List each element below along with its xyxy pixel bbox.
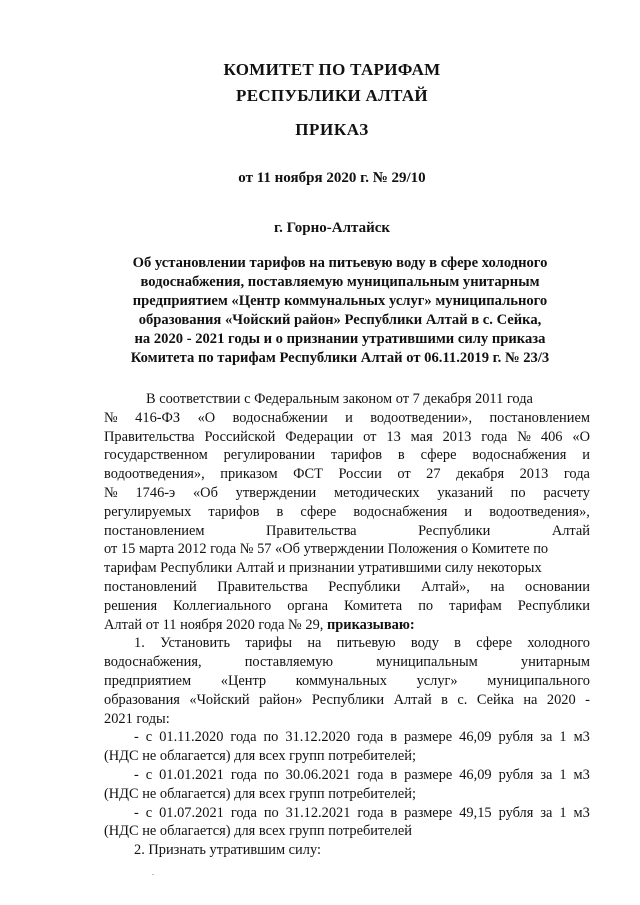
word: Сейка xyxy=(476,691,514,708)
word: размере xyxy=(404,804,453,821)
body-line xyxy=(104,484,590,503)
word: указаний xyxy=(437,484,493,501)
tariff-note: (НДС не облагается) для всех групп потребителей; xyxy=(104,748,416,765)
subject-line: Комитета по тарифам Республики Алтай от 06.11.2019 г. № 23/3 xyxy=(130,350,550,366)
word: в xyxy=(276,503,284,520)
word: года xyxy=(230,766,257,783)
word: В соответствии с Федеральным законом от 7 декабря 2011 года xyxy=(146,391,533,407)
word: 2020 xyxy=(546,691,576,708)
word: по xyxy=(510,484,526,501)
word: Правительства xyxy=(217,578,308,595)
word: Республики xyxy=(311,691,385,708)
word: район» xyxy=(259,691,303,708)
word: года xyxy=(357,804,384,821)
word: водоснабжении xyxy=(232,409,328,426)
word: и xyxy=(345,409,353,426)
word: года xyxy=(481,428,508,445)
word: 46,09 xyxy=(459,766,492,783)
word: воду xyxy=(410,635,439,652)
subject-line: на 2020 - 2021 годы и о признании утратившими силу приказа xyxy=(134,331,546,347)
word: с xyxy=(145,766,153,783)
word: тарифов xyxy=(208,503,260,520)
document-date-number: от 11 ноября 2020 г. № 29/10 xyxy=(238,170,426,186)
word: 2013 xyxy=(519,466,549,483)
word: Установить xyxy=(160,635,231,652)
word: России xyxy=(338,466,382,483)
word: расчету xyxy=(543,484,590,501)
word: мая xyxy=(410,428,433,445)
word: регулировании xyxy=(223,447,316,464)
subject-line: образования «Чойский район» Республики Алтай в с. Сейка, xyxy=(138,312,542,328)
word: года xyxy=(357,766,384,783)
body-line xyxy=(104,672,590,691)
word: размере xyxy=(404,766,453,783)
word: муниципальным xyxy=(376,654,478,671)
word: Алтай», xyxy=(420,578,470,595)
word: 01.11.2020 xyxy=(159,729,224,746)
document-city: г. Горно-Алтайск xyxy=(273,220,391,236)
document-subject xyxy=(100,254,580,368)
word: за xyxy=(540,766,553,783)
word: «О xyxy=(197,409,216,426)
word: 1 xyxy=(559,804,567,821)
word: м3 xyxy=(573,729,590,746)
body-line xyxy=(104,634,590,653)
word: услуг» xyxy=(416,672,458,689)
body-line: 2021 годы: xyxy=(104,710,170,727)
word: Республики xyxy=(328,578,401,595)
word: 1 xyxy=(559,729,567,746)
word: «Об xyxy=(192,484,218,501)
word: водоотведении», xyxy=(370,409,473,426)
scan-mark xyxy=(152,874,154,875)
word: Правительства xyxy=(104,428,195,445)
word: м3 xyxy=(573,766,590,783)
word: органа xyxy=(287,597,329,614)
word: м3 xyxy=(573,804,590,821)
word: «О xyxy=(572,428,590,445)
word: на xyxy=(490,578,505,595)
body-line xyxy=(104,428,590,447)
word: 1. xyxy=(134,635,145,652)
word: по xyxy=(263,804,279,821)
word: решения xyxy=(104,597,158,614)
word: в xyxy=(397,447,405,464)
word: ФСТ xyxy=(293,466,323,483)
word: водоотведения», xyxy=(104,466,205,483)
word: рубля xyxy=(498,729,534,746)
word: 406 xyxy=(540,428,563,445)
word: тарифам xyxy=(449,597,502,614)
word: Российской xyxy=(204,428,276,445)
word: методических xyxy=(333,484,420,501)
word: № xyxy=(104,484,118,501)
word: 1746-э xyxy=(135,484,176,501)
word: тарифам Республики Алтай и признании утратившими силу некоторых xyxy=(104,560,542,577)
word: от 15 марта 2012 года № 57 «Об утверждении Положения о Комитете по xyxy=(104,541,549,558)
word: сфере xyxy=(476,635,513,652)
word: «Центр xyxy=(220,672,267,689)
word: и xyxy=(582,447,590,464)
body-line xyxy=(104,522,590,541)
subject-line: предприятием «Центр коммунальных услуг» муниципального xyxy=(132,293,548,309)
word: 2013 xyxy=(442,428,472,445)
word: декабря xyxy=(456,466,505,483)
word: регулируемых xyxy=(104,503,192,520)
word: года xyxy=(230,804,257,821)
word: за xyxy=(540,729,553,746)
word: 30.06.2021 xyxy=(285,766,351,783)
word: образования xyxy=(104,691,180,708)
word: холодного xyxy=(527,635,590,652)
word: 01.07.2021 xyxy=(159,804,224,821)
word: по xyxy=(263,729,279,746)
word: поставляемую xyxy=(244,654,334,671)
word: - xyxy=(134,804,139,821)
word: в xyxy=(441,691,448,708)
body-line xyxy=(104,597,590,616)
word: 31.12.2020 xyxy=(285,729,351,746)
word: Алтай xyxy=(551,522,590,539)
word: - xyxy=(134,729,139,746)
subject-line: Об установлении тарифов на питьевую воду в сфере холодного xyxy=(132,255,548,271)
word: Коллегиального xyxy=(173,597,272,614)
word: государственном xyxy=(104,447,208,464)
word: с xyxy=(145,729,153,746)
word: 49,15 xyxy=(459,804,492,821)
word: в xyxy=(454,635,461,652)
word: на xyxy=(307,635,322,652)
body-line xyxy=(104,559,590,578)
word: тарифы xyxy=(245,635,293,652)
word: 01.01.2021 xyxy=(159,766,224,783)
body-line xyxy=(104,409,590,428)
word: 27 xyxy=(426,466,441,483)
body-line xyxy=(104,465,590,484)
word: - xyxy=(585,691,590,708)
word: на xyxy=(523,691,538,708)
word: 13 xyxy=(386,428,401,445)
word: рубля xyxy=(498,766,534,783)
tariff-note: (НДС не облагается) для всех групп потребителей xyxy=(104,823,412,840)
body-line xyxy=(104,653,590,672)
word: с xyxy=(145,804,153,821)
tariff-line xyxy=(104,766,590,785)
word: года xyxy=(357,729,384,746)
body-line xyxy=(104,390,590,409)
body-line xyxy=(104,503,590,522)
word: коммунальных xyxy=(295,672,387,689)
word: 416-ФЗ xyxy=(135,409,181,426)
word: 31.12.2021 xyxy=(285,804,351,821)
word: основании xyxy=(525,578,590,595)
body-line xyxy=(104,691,590,710)
org-name-line2: РЕСПУБЛИКИ АЛТАЙ xyxy=(236,86,428,105)
word: № xyxy=(104,409,118,426)
word: размере xyxy=(403,729,453,746)
word: и xyxy=(464,503,473,520)
word: Комитета xyxy=(344,597,403,614)
word: в xyxy=(390,766,398,783)
word: постановлением xyxy=(104,522,205,539)
word: по xyxy=(263,766,279,783)
word: в xyxy=(390,729,397,746)
body-text: Алтай от 11 ноября 2020 года № 29, xyxy=(104,616,327,633)
word: 46,09 xyxy=(459,729,492,746)
word: питьевую xyxy=(336,635,396,652)
word: Федерации xyxy=(285,428,354,445)
word: утверждении xyxy=(235,484,317,501)
word: года xyxy=(230,729,257,746)
document-type: ПРИКАЗ xyxy=(295,120,369,139)
word: от xyxy=(397,466,411,483)
word: с. xyxy=(457,691,468,708)
word: Правительства xyxy=(266,522,357,539)
word: Республики xyxy=(418,522,491,539)
subject-line: водоснабжения, поставляемую муниципальным унитарным xyxy=(140,274,540,290)
word: унитарным xyxy=(520,654,590,671)
word: водоснабжения xyxy=(472,447,567,464)
word: от xyxy=(363,428,377,445)
body-line xyxy=(104,446,590,465)
tariff-note: (НДС не облагается) для всех групп потребителей; xyxy=(104,785,416,802)
word: по xyxy=(418,597,434,614)
tariff-line xyxy=(104,728,590,747)
word: Республики xyxy=(517,597,590,614)
word: «Чойский xyxy=(189,691,250,708)
word: постановлений xyxy=(104,578,197,595)
word: водоснабжения, xyxy=(104,654,202,671)
org-name-line1: КОМИТЕТ ПО ТАРИФАМ xyxy=(223,60,441,79)
document-body xyxy=(104,390,590,860)
word: водоотведения», xyxy=(489,503,590,520)
word: сфере xyxy=(300,503,337,520)
tariff-line xyxy=(104,804,590,823)
order-keyword: приказываю: xyxy=(326,616,415,633)
word: № xyxy=(517,428,531,445)
word: 1 xyxy=(559,766,567,783)
word: - xyxy=(134,766,139,783)
word: муниципального xyxy=(487,672,590,689)
word: в xyxy=(390,804,398,821)
body-line xyxy=(104,540,590,559)
word: постановлением xyxy=(489,409,590,426)
word: года xyxy=(563,466,590,483)
word: предприятием xyxy=(104,672,192,689)
word: приказом xyxy=(220,466,278,483)
body-line xyxy=(104,616,590,635)
word: за xyxy=(540,804,553,821)
body-line: 2. Признать утратившим силу: xyxy=(134,842,321,859)
word: Алтай xyxy=(393,691,432,708)
word: сфере xyxy=(420,447,457,464)
word: водоснабжения xyxy=(353,503,448,520)
word: тарифов xyxy=(330,447,383,464)
body-line xyxy=(104,578,590,597)
word: рубля xyxy=(498,804,534,821)
